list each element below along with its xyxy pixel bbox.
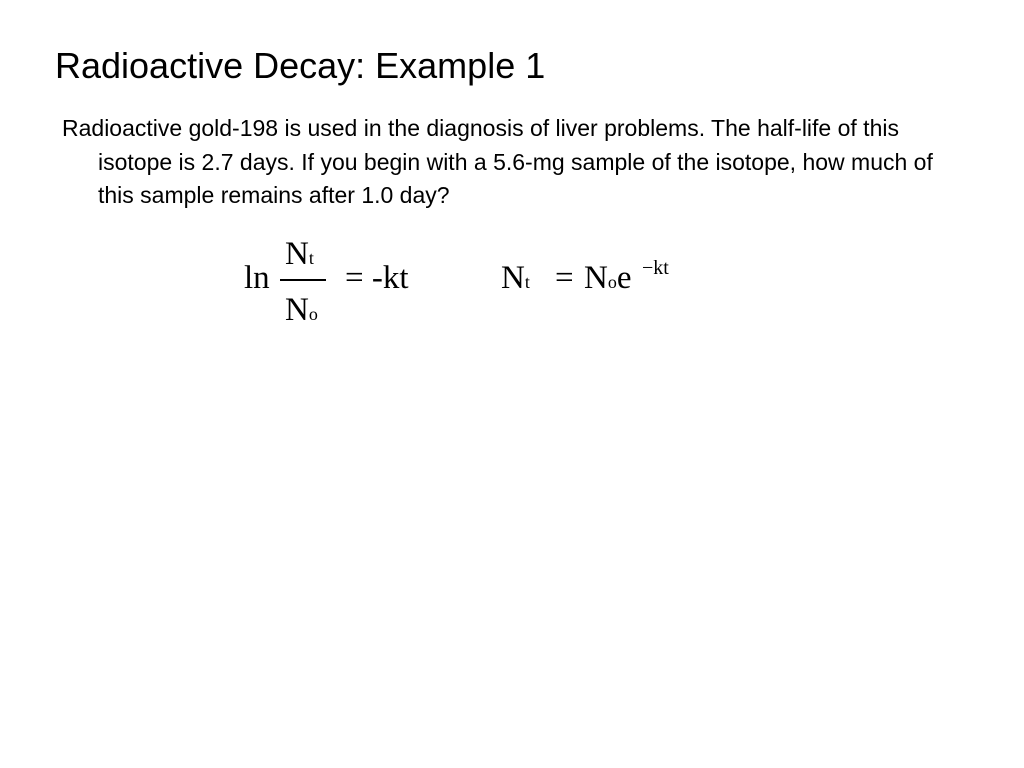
exponential-base: e bbox=[616, 260, 632, 296]
equation1-rhs: = -kt bbox=[345, 260, 409, 296]
denominator-subscript: o bbox=[308, 304, 318, 324]
equation2-lhs bbox=[501, 262, 530, 295]
lhs-n: N bbox=[501, 260, 525, 296]
lhs-subscript: t bbox=[524, 272, 530, 292]
rhs-subscript: o bbox=[607, 272, 617, 292]
ln-symbol: ln bbox=[244, 260, 270, 296]
numerator-n: N bbox=[285, 236, 309, 272]
denominator bbox=[285, 294, 318, 327]
fraction-bar bbox=[280, 279, 326, 281]
numerator bbox=[285, 238, 314, 271]
equation2-rhs bbox=[584, 262, 632, 295]
denominator-n: N bbox=[285, 292, 309, 328]
rhs-n: N bbox=[584, 260, 608, 296]
exponent: −kt bbox=[642, 257, 669, 279]
slide-title: Radioactive Decay: Example 1 bbox=[55, 45, 546, 86]
equation2-equals: = bbox=[555, 260, 574, 296]
problem-text: Radioactive gold-198 is used in the diagnosis of liver problems. The half-life of this isotope is 2.7 days. If you begin with a 5.6-mg sample of the isotope, how much of this sample remains after 1.0 day? bbox=[62, 115, 933, 208]
numerator-subscript: t bbox=[308, 248, 314, 268]
